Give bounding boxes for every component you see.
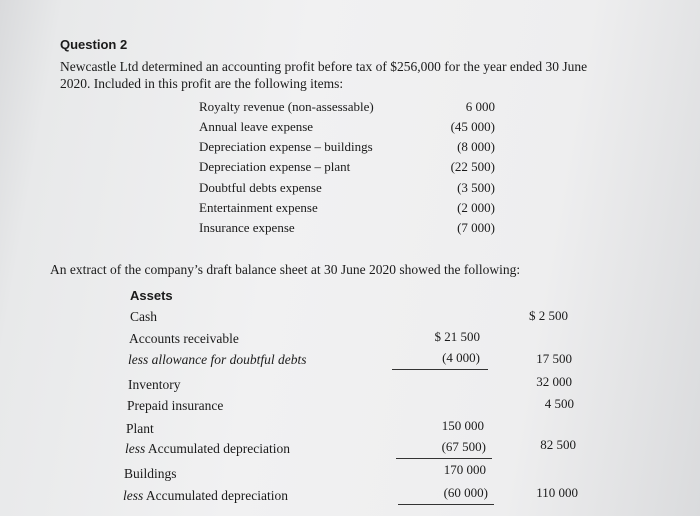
subtotal-rule: [396, 458, 492, 459]
profit-item-label: Depreciation expense – buildings: [199, 139, 373, 154]
question-intro: [60, 58, 587, 92]
intro-line-2: 2020. Included in this profit are the following items:: [60, 76, 344, 91]
subtotal-rule: [392, 369, 488, 370]
profit-item-value: (3 500): [457, 180, 495, 195]
prepaid-total: 4 500: [544, 396, 574, 411]
profit-item-label: Royalty revenue (non-assessable): [199, 99, 374, 114]
buildings-label: Buildings: [124, 466, 177, 481]
extract-text: An extract of the company’s draft balance sheet at 30 June 2020 showed the following:: [50, 262, 521, 277]
assets-heading: Assets: [130, 288, 173, 303]
plant-net-total: 82 500: [540, 437, 576, 452]
receivables-label: Accounts receivable: [129, 331, 239, 346]
receivables-amount: $ 21 500: [434, 329, 480, 344]
prepaid-label: Prepaid insurance: [127, 398, 224, 413]
profit-item-label: Depreciation expense – plant: [199, 159, 351, 174]
plant-dep-amount: (67 500): [441, 439, 486, 454]
profit-item-value: (2 000): [457, 200, 495, 215]
cash-label: Cash: [130, 309, 157, 324]
question-title: Question 2: [60, 37, 128, 52]
allowance-label: less allowance for doubtful debts: [128, 352, 307, 367]
plant-dep-text: Accumulated depreciation: [147, 441, 290, 456]
profit-item-label: Entertainment expense: [199, 200, 318, 215]
profit-item-value: (7 000): [457, 220, 495, 235]
intro-line-1: Newcastle Ltd determined an accounting profit before tax of $256,000 for the year ended 30 June: [60, 59, 588, 74]
subtotal-rule: [398, 504, 494, 505]
plant-amount: 150 000: [441, 418, 484, 433]
receivables-net-total: 17 500: [536, 351, 572, 366]
buildings-amount: 170 000: [443, 462, 486, 477]
profit-item-label: Insurance expense: [199, 220, 295, 235]
profit-item-value: (45 000): [450, 119, 495, 134]
inventory-total: 32 000: [536, 374, 572, 389]
profit-item-label: Annual leave expense: [199, 119, 314, 134]
buildings-dep-label: less Accumulated depreciation: [123, 488, 288, 503]
profit-item-label: Doubtful debts expense: [199, 180, 322, 195]
inventory-label: Inventory: [128, 377, 181, 392]
profit-item-value: (22 500): [450, 159, 495, 174]
plant-label: Plant: [126, 421, 154, 436]
profit-item-value: (8 000): [457, 139, 495, 154]
profit-item-value: 6 000: [465, 99, 495, 114]
buildings-dep-text: Accumulated depreciation: [145, 488, 288, 503]
buildings-dep-amount: (60 000): [443, 485, 488, 500]
cash-total: $ 2 500: [529, 308, 568, 323]
buildings-net-total: 110 000: [536, 485, 578, 500]
plant-dep-label: less Accumulated depreciation: [125, 441, 290, 456]
allowance-amount: (4 000): [442, 350, 480, 365]
